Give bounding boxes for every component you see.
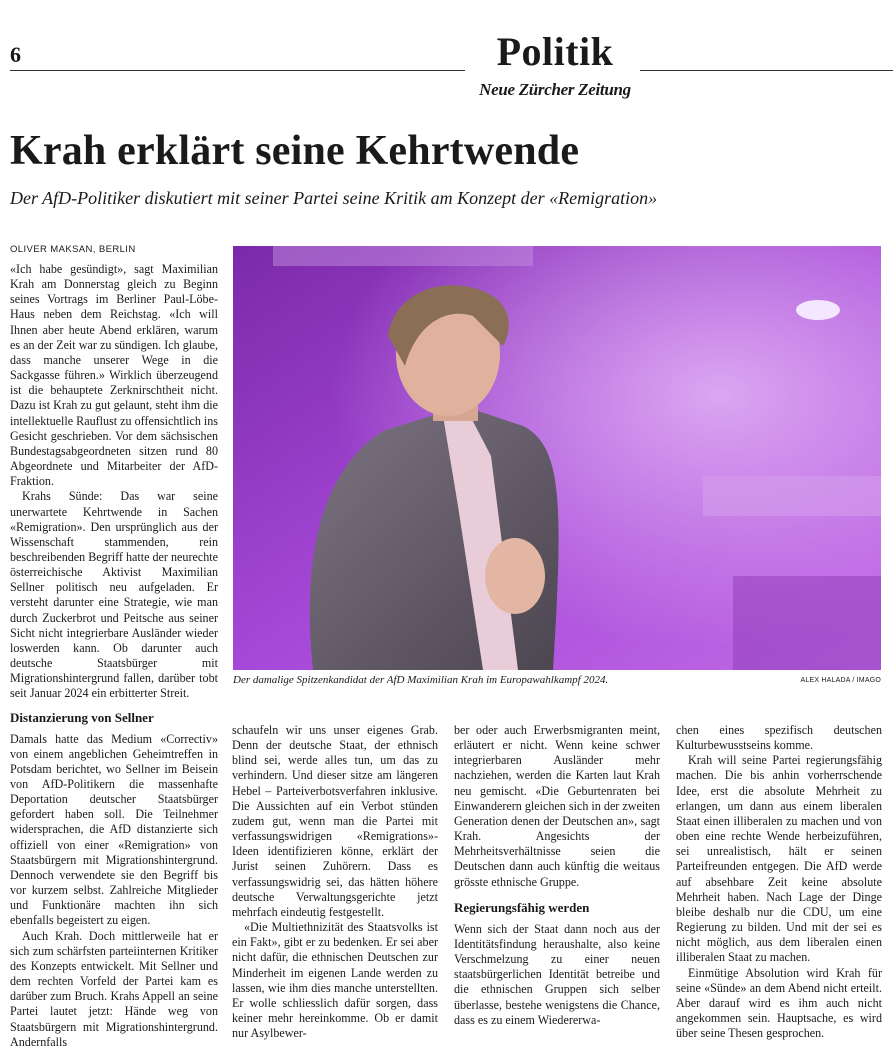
paragraph: Auch Krah. Doch mittlerweile hat er sich zum schärfsten parteiinternen Kritiker des Konzepts entwickelt. Mit Sellner und dem rechten Vorfeld der Partei kam es darüber zum Bruch. Krahs Appell an seine Partei lautet jetzt: Hände weg von Staatsbürgern mit Migrationshintergrund. Andernfalls <box>10 928 218 1049</box>
article-column-3 <box>454 723 660 1028</box>
article-column-2 <box>232 723 438 1041</box>
header-rule-right <box>640 70 893 71</box>
paragraph: Krahs Sünde: Das war seine unerwartete Kehrtwende in Sachen «Remigration». Den ursprünglich aus der Wissenschaft stammenden, rein beschreibenden Begriff hatte der neurechte österreichische Aktivist Maximilian Sellner politisch neu aufgeladen. Er versteht darunter eine Strategie, wie man durch Zuckerbrot und Peitsche aus seiner Sicht nicht integrierbare Ausländer wieder loswerden kann. Ob darunter auch deutsche Staatsbürger mit Migrationshintergrund fallen, darüber tobt seit Januar 2024 ein erbitterter Streit. <box>10 489 218 701</box>
section-title: Politik <box>496 29 614 74</box>
article-photo <box>233 246 881 670</box>
subheadline: Der AfD-Politiker diskutiert mit seiner Partei seine Kritik am Konzept der «Remigration» <box>10 188 658 208</box>
paragraph: Wenn sich der Staat dann noch aus der Identitätsfindung heraushalte, also keine Verschmelzung zu einer neuen staatsbürgerlichen Identität betreibe und die ethnischen Gruppen sich selber überlasse, bestehe wenigstens die Chance, dass es zu einem Wiedererwa- <box>454 921 660 1027</box>
masthead-logo: Neue Zürcher Zeitung <box>479 80 631 99</box>
page-number: 6 <box>10 42 21 67</box>
author-byline: OLIVER MAKSAN, BERLIN <box>10 244 136 255</box>
section-heading: Regierungsfähig werden <box>454 899 590 915</box>
headline: Krah erklärt seine Kehrtwende <box>10 128 580 174</box>
paragraph: «Ich habe gesündigt», sagt Maximilian Krah am Donnerstag gleich zu Beginn seines Vortrags im Berliner Paul-Löbe-Haus neben dem Reichstag. «Ich will Ihnen aber heute Abend erklären, warum es an der Zeit war zu sündigen. Ich glaube, dass manche unserer Wege in die Sackgasse führen.» Wirklich überzeugend ist die behauptete Zerknirschtheit nicht. Dazu ist Krah zu gut gelaunt, steht ihm die intellektuelle Rauflust zu offensichtlich ins Gesicht geschrieben. Vor dem sächsischen Bundestagsabgeordneten sitzen rund 80 Abgeordnete und Mitarbeiter der AfD-Fraktion. <box>10 262 219 489</box>
paragraph: ber oder auch Erwerbsmigranten meint, erläutert er nicht. Wenn keine schwer integrierbaren Ausländer mehr nachziehen, werden die Karten laut Krah neu gemischt. «Die Geburtenraten bei Einwanderern gleichen sich in der zweiten Generation denen der Deutschen an», sagt Krah. Angesichts der Mehrheitsverhältnisse seien die Deutschen dann auch künftig die weitaus grösste ethnische Gruppe. <box>454 723 660 889</box>
paragraph: Damals hatte das Medium «Correctiv» von einem angeblichen Geheimtreffen in Potsdam berichtet, wo Sellner im Beisein von AfD-Politikern die massenhafte Deportation deutscher Staatsbürger gefordert haben soll. Die Teilnehmer widersprachen, die AfD distanzierte sich offiziell von einer «Remigration» von Staatsbürgern mit Migrationshintergrund. Dennoch verwendete sie den Begriff bis vor kurzem selbst. Zahlreiche Mitglieder und Funktionäre machten ihn sich ebenfalls begeistert zu eigen. <box>10 731 218 928</box>
header-rule-left <box>10 70 465 71</box>
paragraph: Einmütige Absolution wird Krah für seine «Sünde» an dem Abend nicht erteilt. Aber darauf wird es ihm auch nicht angekommen sein. Hauptsache, es wird über seine Thesen gesprochen. <box>676 965 882 1041</box>
article-column-4 <box>676 723 882 1041</box>
photo-credit: ALEX HALADA / IMAGO <box>800 677 881 684</box>
paragraph: «Die Multiethnizität des Staatsvolks ist ein Fakt», gibt er zu bedenken. Er sei aber nicht dafür, die ethnischen Deutschen zur Minderheit im eigenen Lande werden zu lassen, wie ihm dies manche unterstellten. Er wolle schliesslich dafür sorgen, dass keiner mehr hereinkomme. Ob er damit nur Asylbewer- <box>232 920 438 1041</box>
photo-caption: Der damalige Spitzenkandidat der AfD Maximilian Krah im Europawahlkampf 2024. <box>233 674 609 686</box>
paragraph: schaufeln wir uns unser eigenes Grab. Denn der deutsche Staat, der ethnisch blind sei, werde alles tun, um das zu verhindern. Und dieser sitze am längeren Hebel – Parteiverbotsverfahren inklusive. Die Aussichten auf ein Verbot stünden zudem gut, wenn man die Partei mit verfassungswidrigen «Remigrations»-Ideen identifizieren könne, erklärt der Jurist seinen Zuhörern. Dass es verfassungswidrig sei, das hätten höhere deutsche Verwaltungsgerichte jetzt mehrfach eindeutig festgestellt. <box>232 723 438 919</box>
section-heading: Distanzierung von Sellner <box>10 709 154 725</box>
paragraph: chen eines spezifisch deutschen Kulturbewusstseins komme. <box>676 723 882 753</box>
article-column-1 <box>10 262 218 1050</box>
paragraph: Krah will seine Partei regierungsfähig machen. Die bis anhin vorherrschende Idee, erst die absolute Mehrheit zu erlangen, um dann aus einem liberalen Staat einen illiberalen zu machen und von oben eine rechte Wende herbeizuführen, sei unrealistisch, hält er seinen Parteifreunden entgegen. Die AfD werde auf absehbare Zeit keine absolute Mehrheit haben. Nach Lage der Dinge bleibe deshalb nur die CDU, um eine Regierung zu bilden. Und mit der sei es nicht möglich, aus dem liberalen einen illiberalen Staat zu machen. <box>676 753 882 965</box>
photo-illustration <box>233 246 881 670</box>
